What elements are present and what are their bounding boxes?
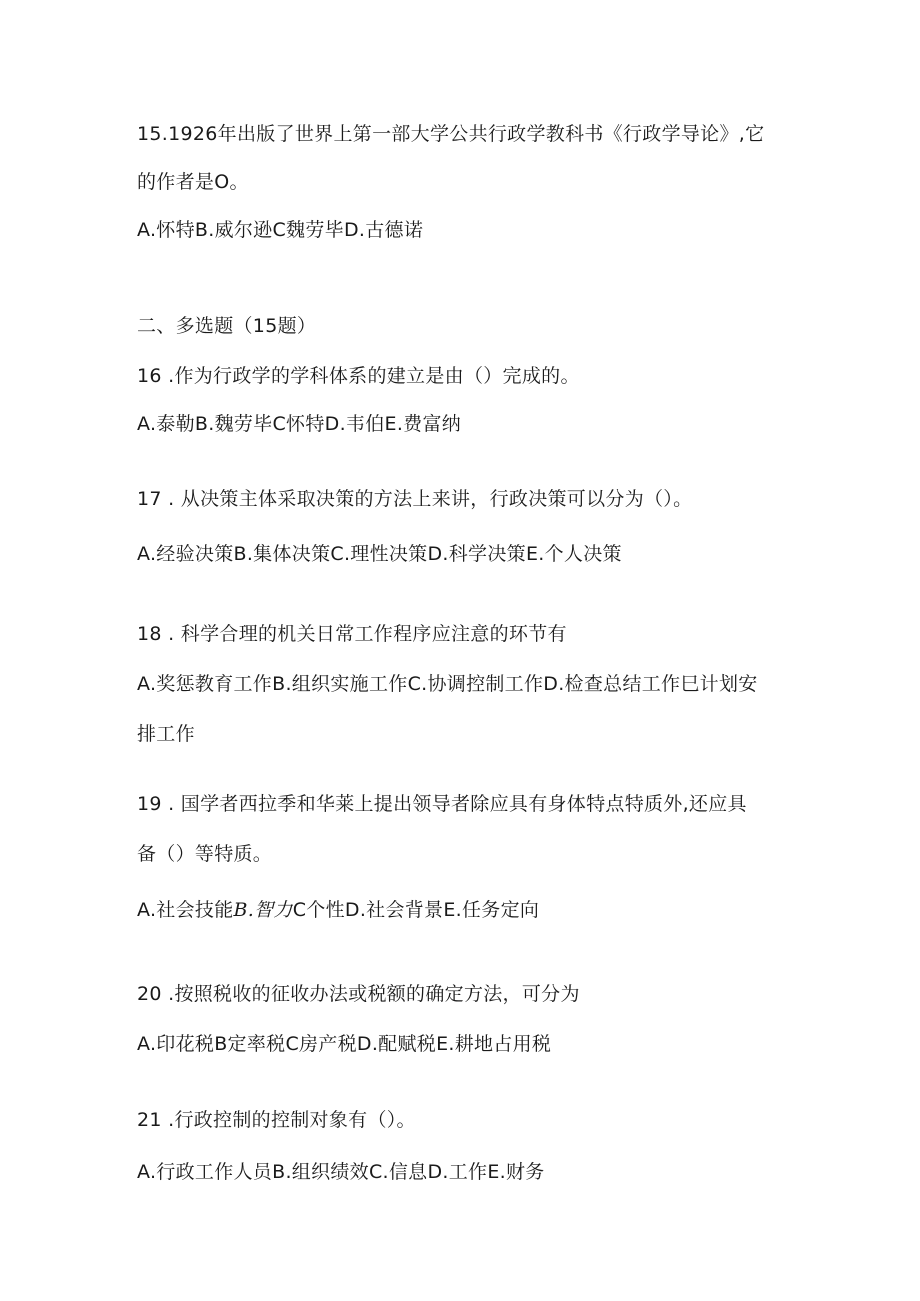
q18-options-line2: 排工作	[137, 723, 195, 745]
q19-options-rest: C个性D.社会背景E.任务定向	[292, 899, 540, 921]
q19-option-a: A.社会技能	[137, 899, 234, 921]
q15-stem-line1: 15.1926年出版了世界上第一部大学公共行政学教科书《行政学导论》,它	[137, 123, 765, 145]
q15-options: A.怀特B.威尔逊C魏劳毕D.古德诺	[137, 219, 424, 241]
q19-stem-line2: 备（）等特质。	[137, 843, 273, 865]
q15-stem-line2: 的作者是O。	[137, 171, 249, 193]
q19-options	[137, 898, 539, 922]
q17-stem: 17 . 从决策主体采取决策的方法上来讲，行政决策可以分为（）。	[137, 488, 693, 510]
q19-option-b: B.智力	[233, 899, 293, 921]
q18-stem: 18 . 科学合理的机关日常工作程序应注意的环节有	[137, 623, 567, 645]
q16-options: A.泰勒B.魏劳毕C怀特D.韦伯E.费富纳	[137, 413, 462, 435]
q18-options-line1: A.奖惩教育工作B.组织实施工作C.协调控制工作D.检查总结工作巳计划安	[137, 673, 758, 695]
q20-stem: 20 .按照税收的征收办法或税额的确定方法，可分为	[137, 983, 580, 1005]
q19-stem-line1: 19 . 国学者西拉季和华莱上提出领导者除应具有身体特点特质外,还应具	[137, 793, 747, 815]
q17-options: A.经验决策B.集体决策C.理性决策D.科学决策E.个人决策	[137, 543, 622, 565]
q21-stem: 21 .行政控制的控制对象有（）。	[137, 1109, 416, 1131]
section-heading: 二、多选题（15题）	[137, 315, 317, 337]
q20-options: A.印花税B定率税C房产税D.配赋税E.耕地占用税	[137, 1033, 552, 1055]
q21-options: A.行政工作人员B.组织绩效C.信息D.工作E.财务	[137, 1161, 545, 1183]
q16-stem: 16 .作为行政学的学科体系的建立是由（）完成的。	[137, 365, 580, 387]
